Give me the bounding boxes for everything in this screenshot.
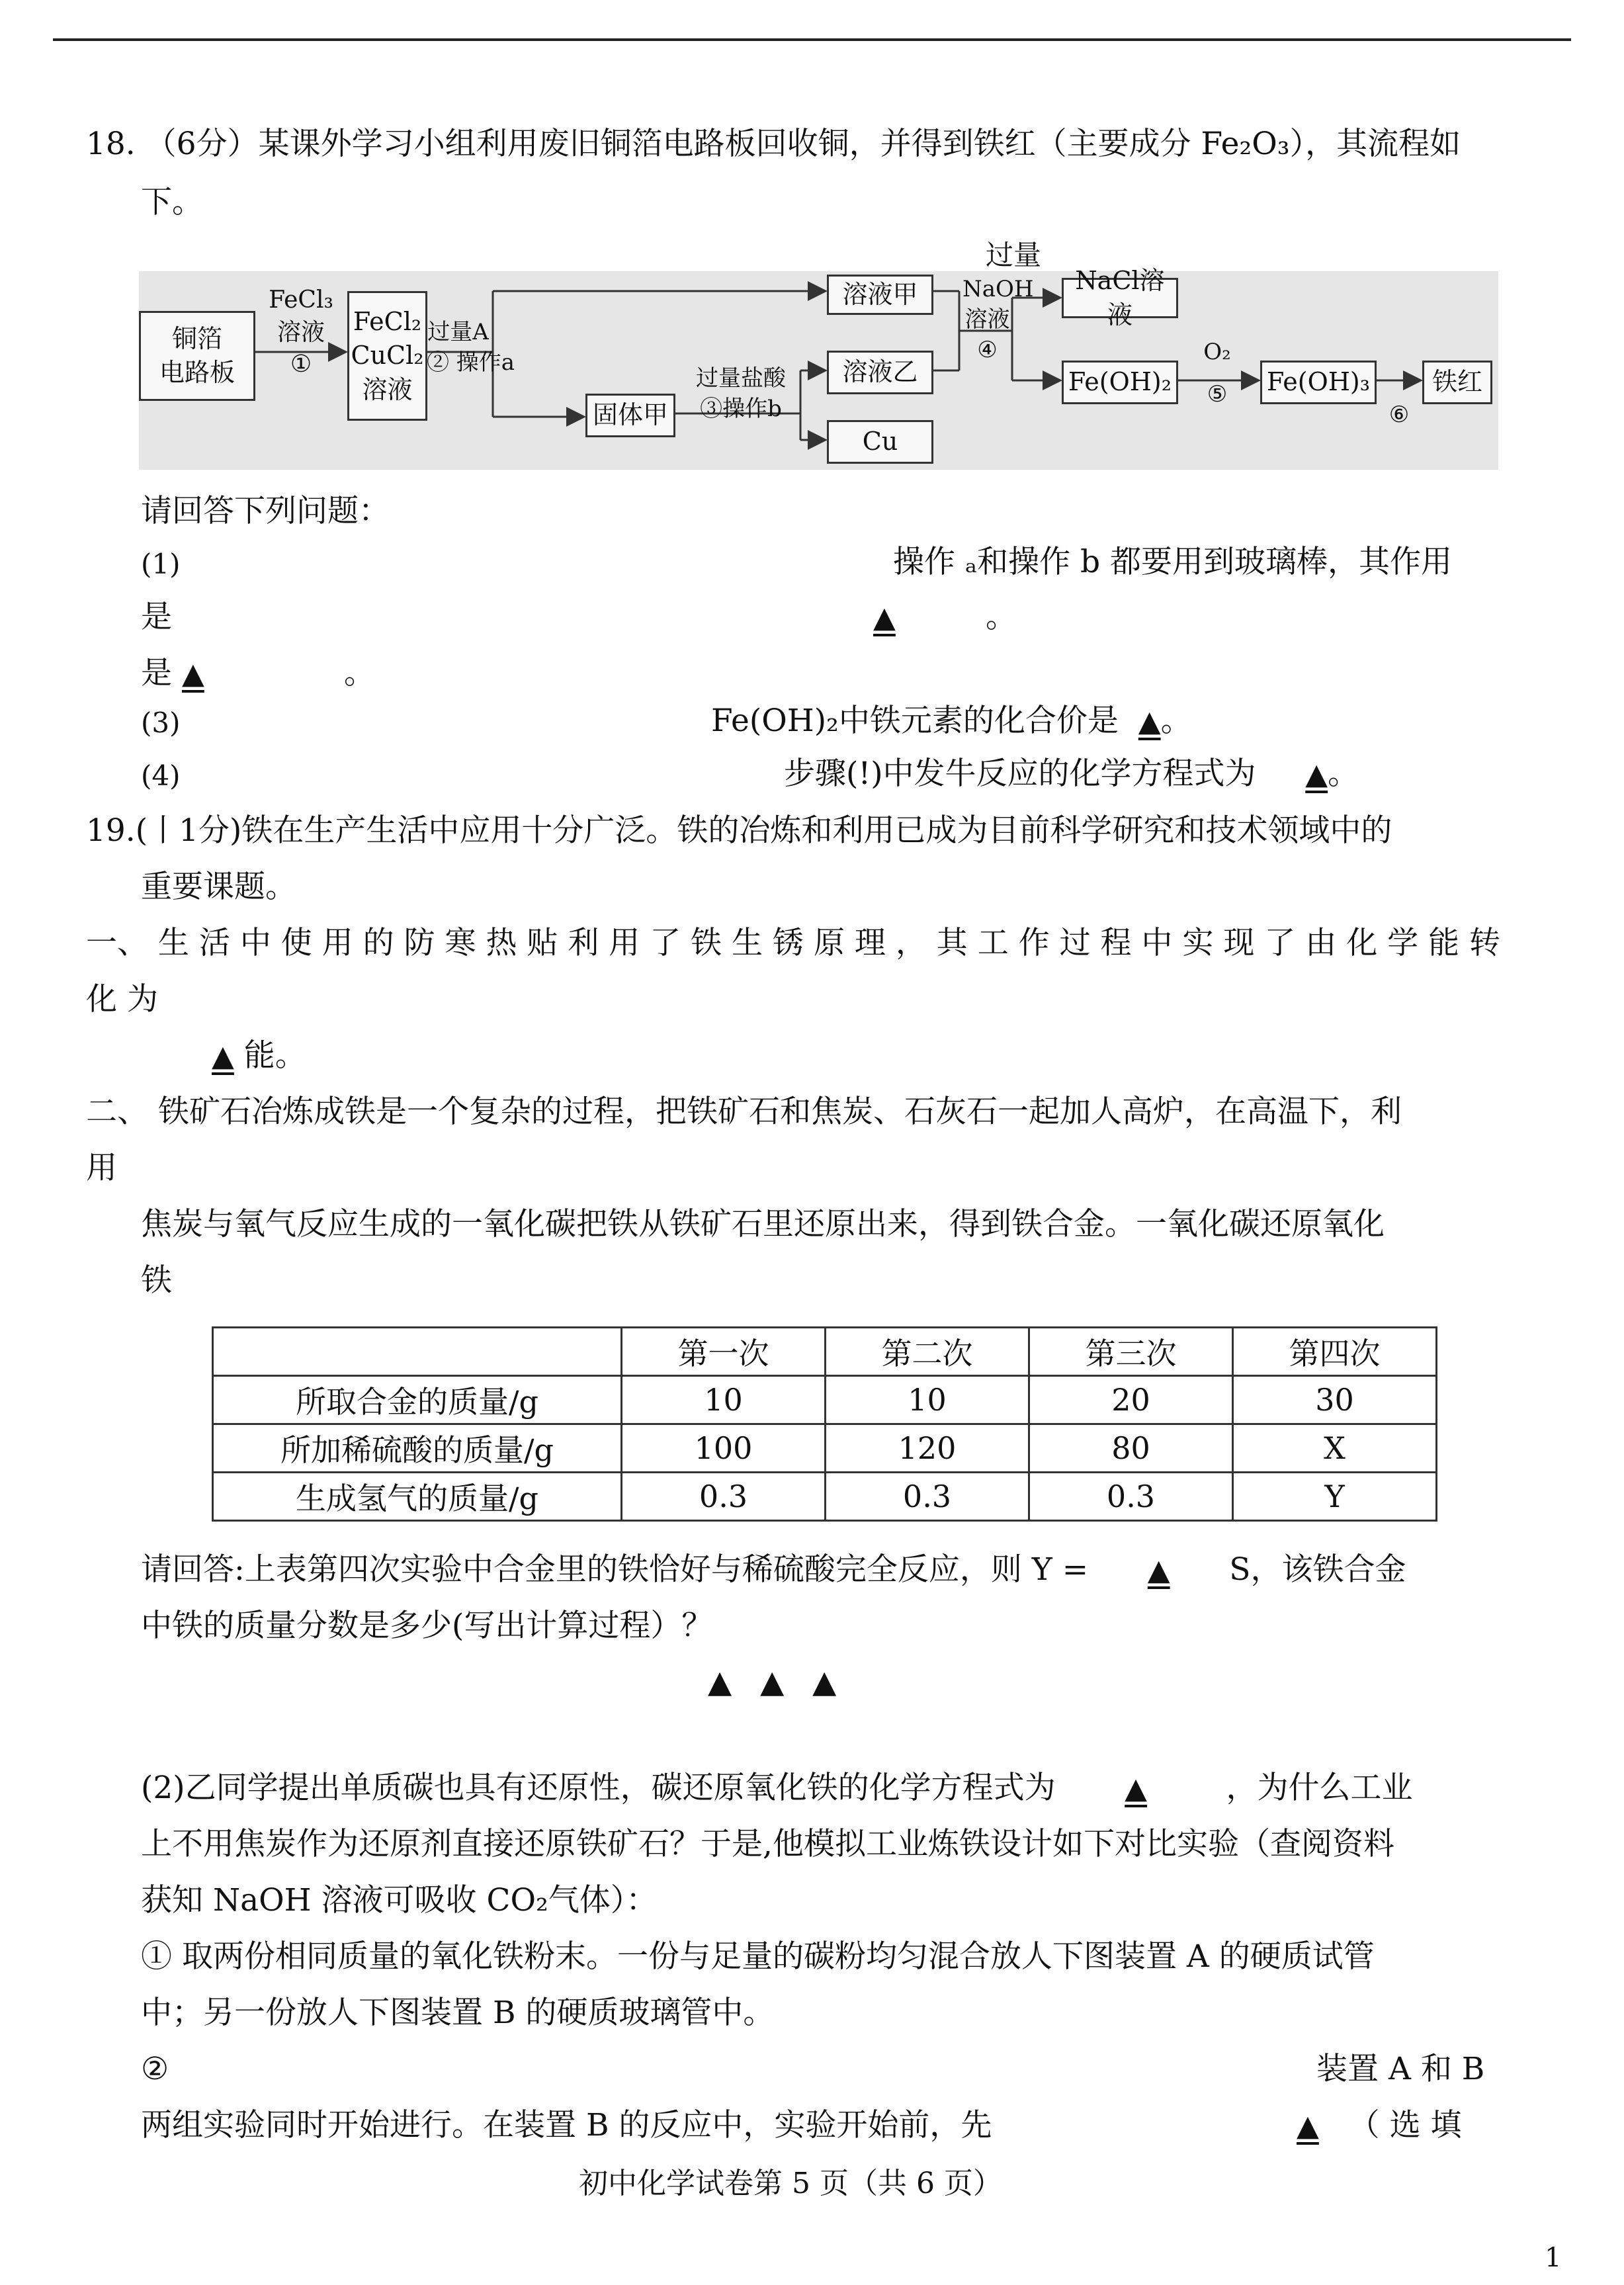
q18-part3-period: 。: [1160, 703, 1192, 739]
q18-part4-period: 。: [1328, 755, 1359, 792]
q19-p2-text: (2)乙同学提出单质碳也具有还原性，碳还原氧化铁的化学方程式为: [141, 1770, 1056, 1806]
table-cell: 生成氢气的质量/g: [213, 1473, 622, 1521]
q19-answer-line2: 中铁的质量分数是多少(写出计算过程）？: [141, 1608, 713, 1644]
node-mixed-solution: [347, 291, 427, 421]
blank-triangle: ▲: [181, 657, 204, 691]
blank-triangle: ▲: [1297, 2109, 1319, 2143]
node-mix-line1: FeCl₂: [353, 307, 422, 337]
q19-p2-line2: 上不用焦炭作为还原剂直接还原铁矿石？于是,他模拟工业炼铁设计如下对比实验（查阅资料: [141, 1826, 1394, 1862]
q18-part4-num: (4): [141, 759, 181, 792]
q19-step2-num: ②: [141, 2051, 169, 2087]
step3-label: [685, 364, 797, 425]
table-cell: 10: [622, 1376, 826, 1424]
reagent1-solution: 溶液: [277, 318, 325, 346]
step4-step: ④: [977, 336, 998, 363]
table-cell: 100: [622, 1424, 826, 1473]
q18-part3-text: Fe(OH)₂中铁元素的化合价是: [711, 703, 1119, 739]
step4-reagent: NaOH: [962, 276, 1034, 302]
node-feoh2: Fe(OH)₂: [1062, 361, 1178, 404]
step6-label: ⑥: [1389, 402, 1410, 428]
q19-part2-line1: 二、 铁矿石冶炼成铁是一个复杂的过程，把铁矿石和焦炭、石灰石一起加人高炉，在高温下，利: [86, 1094, 1402, 1130]
table-cell: Y: [1233, 1473, 1437, 1521]
q19-part1-line1: 一、 生 活 中 使 用 的 防 寒 热 贴 利 用 了 铁 生 锈 原 理 ， 其 工 作 过 程 中 实 现 了 由 化 学 能 转: [86, 925, 1501, 961]
table-cell: 第一次: [622, 1328, 826, 1376]
node-solution-yi: 溶液乙: [827, 351, 933, 394]
reagent1-formula: FeCl₃: [269, 286, 333, 314]
blank-triangle: ▲: [1138, 705, 1161, 738]
node-mix-line2: CuCl₂: [351, 341, 424, 370]
table-cell: 0.3: [826, 1473, 1029, 1521]
q19-answer-text: 请回答:上表第四次实验中合金里的铁恰好与稀硫酸完全反应，则 Y =: [141, 1551, 1089, 1588]
page-footer: 初中化学试卷第 5 页（共 6 页）: [579, 2167, 1002, 2200]
step2-reagent: 过量A: [427, 319, 489, 345]
q18-part4-line: [784, 755, 1359, 793]
q19-part1-tail: 能。: [243, 1037, 306, 1074]
q19-part1-line3: [212, 1037, 306, 1074]
table-cell: 120: [826, 1424, 1029, 1473]
q18-part1-blank: [873, 599, 896, 636]
node-copper-board: [139, 311, 255, 401]
node-mix-line3: 溶液: [362, 374, 413, 404]
q19-step1-line2: 中；另一份放人下图装置 B 的硬质玻璃管中。: [141, 1995, 775, 2031]
q19-step1-line1: ① 取两份相同质量的氧化铁粉末。一份与足量的碳粉均匀混合放人下图装置 A 的硬质试管: [141, 1938, 1375, 1975]
step4-label-top: 过量: [986, 239, 1042, 271]
table-row: [213, 1473, 1437, 1521]
q18-part1-line2: 是: [141, 599, 172, 635]
q18-part1-text: 操作 ₐ和操作 b 都要用到玻璃棒，其作用: [893, 544, 1453, 580]
q19-answer-line1: [141, 1551, 1406, 1588]
table-row: [213, 1376, 1437, 1424]
node-copper-board-line2: 电路板: [159, 358, 235, 387]
reagent1-step: ①: [290, 351, 312, 378]
q18-part4-text: 步骤(!)中发牛反应的化学方程式为: [784, 755, 1256, 792]
blank-triangle: ▲: [1305, 757, 1328, 791]
step5-label: [1191, 337, 1244, 410]
table-cell: 30: [1233, 1376, 1437, 1424]
step5-reagent: O₂: [1203, 339, 1231, 365]
step3-reagent: 过量盐酸: [696, 365, 786, 392]
q19-step2-tail-text: （ 选 填: [1348, 2107, 1462, 2143]
node-solid-jia: 固体甲: [585, 394, 675, 437]
q19-p2-line3: 获知 NaOH 溶液可吸收 CO₂气体）：: [141, 1882, 658, 1919]
q18-prompt: 请回答下列问题：: [141, 493, 390, 529]
q19-step2-line2: 两组实验同时开始进行。在装置 B 的反应中，实验开始前，先: [141, 2107, 992, 2143]
q19-title-cont: 重要课题。: [141, 869, 296, 905]
q19-p2-tail: ，为什么工业: [1226, 1770, 1413, 1806]
table-cell: X: [1233, 1424, 1437, 1473]
q19-part2-line3: 焦炭与氧气反应生成的一氧化碳把铁从铁矿石里还原出来，得到铁合金。一氧化碳还原氧化: [141, 1206, 1385, 1242]
node-iron-red: 铁红: [1422, 361, 1492, 404]
q18-part1-num: (1): [141, 548, 181, 580]
flow-diagram: [139, 266, 1498, 470]
table-cell: 所取合金的质量/g: [213, 1376, 622, 1424]
table-cell: 0.3: [622, 1473, 826, 1521]
step4-solution: 溶液: [964, 306, 1010, 333]
q18-title-cont: 下。: [141, 184, 203, 220]
reagent1-label: [258, 284, 344, 381]
node-solution-jia: 溶液甲: [827, 275, 933, 315]
q18-part1-period: 。: [986, 599, 1017, 635]
table-header-row: [213, 1328, 1437, 1376]
table-cell: 所加稀硫酸的质量/g: [213, 1424, 622, 1473]
q18-part2-text: 是: [141, 655, 172, 691]
q19-title: 19.(丨1分)铁在生产生活中应用十分广泛。铁的冶炼和利用已成为目前科学研究和技术领域中的: [86, 812, 1392, 849]
table-cell: [213, 1328, 622, 1376]
step4-label: [962, 275, 1034, 366]
table-cell: 10: [826, 1376, 1029, 1424]
q19-step2-tail: [1297, 2107, 1462, 2144]
q19-part1-line2: 化 为: [86, 981, 158, 1017]
q18-title: 18. （6分）某课外学习小组利用废旧铜箔电路板回收铜，并得到铁红（主要成分 Fe₂O₃），其流程如: [86, 126, 1461, 162]
experiment-table: [212, 1326, 1437, 1522]
q18-part3-num: (3): [141, 707, 181, 739]
table-cell: 第四次: [1233, 1328, 1437, 1376]
page-number: 1: [1545, 2243, 1562, 2273]
table-cell: 80: [1029, 1424, 1233, 1473]
blank-triangle: ▲: [1125, 1772, 1148, 1805]
node-feoh3: Fe(OH)₃: [1260, 361, 1377, 404]
q18-part2-line: [141, 655, 204, 692]
answer-blank-triangles: ▲ ▲ ▲: [708, 1664, 846, 1700]
table-cell: 0.3: [1029, 1473, 1233, 1521]
q18-part2-period: 。: [344, 655, 375, 691]
node-nacl: NaCl溶液: [1062, 278, 1178, 318]
q19-answer-tail: S，该铁合金: [1229, 1551, 1406, 1588]
table-row: [213, 1424, 1437, 1473]
q19-part2-line2: 用: [86, 1150, 117, 1186]
table-cell: 20: [1029, 1376, 1233, 1424]
q19-p2-line1: [141, 1770, 1413, 1807]
blank-triangle: ▲: [873, 601, 896, 634]
q18-part3-line: [711, 703, 1192, 740]
node-copper: Cu: [827, 420, 933, 464]
top-rule: [53, 38, 1571, 41]
step2-label: [427, 318, 515, 378]
q19-step2-right: 装置 A 和 B: [1316, 2051, 1485, 2087]
step5-step: ⑤: [1207, 380, 1228, 408]
step3-operation: ③操作b: [700, 395, 782, 422]
table-cell: 第三次: [1029, 1328, 1233, 1376]
blank-triangle: ▲: [1147, 1553, 1170, 1587]
blank-triangle: ▲: [212, 1039, 234, 1073]
table-cell: 第二次: [826, 1328, 1029, 1376]
step2-operation: ② 操作a: [427, 349, 515, 376]
node-copper-board-line1: 铜箔: [171, 323, 222, 353]
q19-part2-line4: 铁: [141, 1262, 172, 1299]
